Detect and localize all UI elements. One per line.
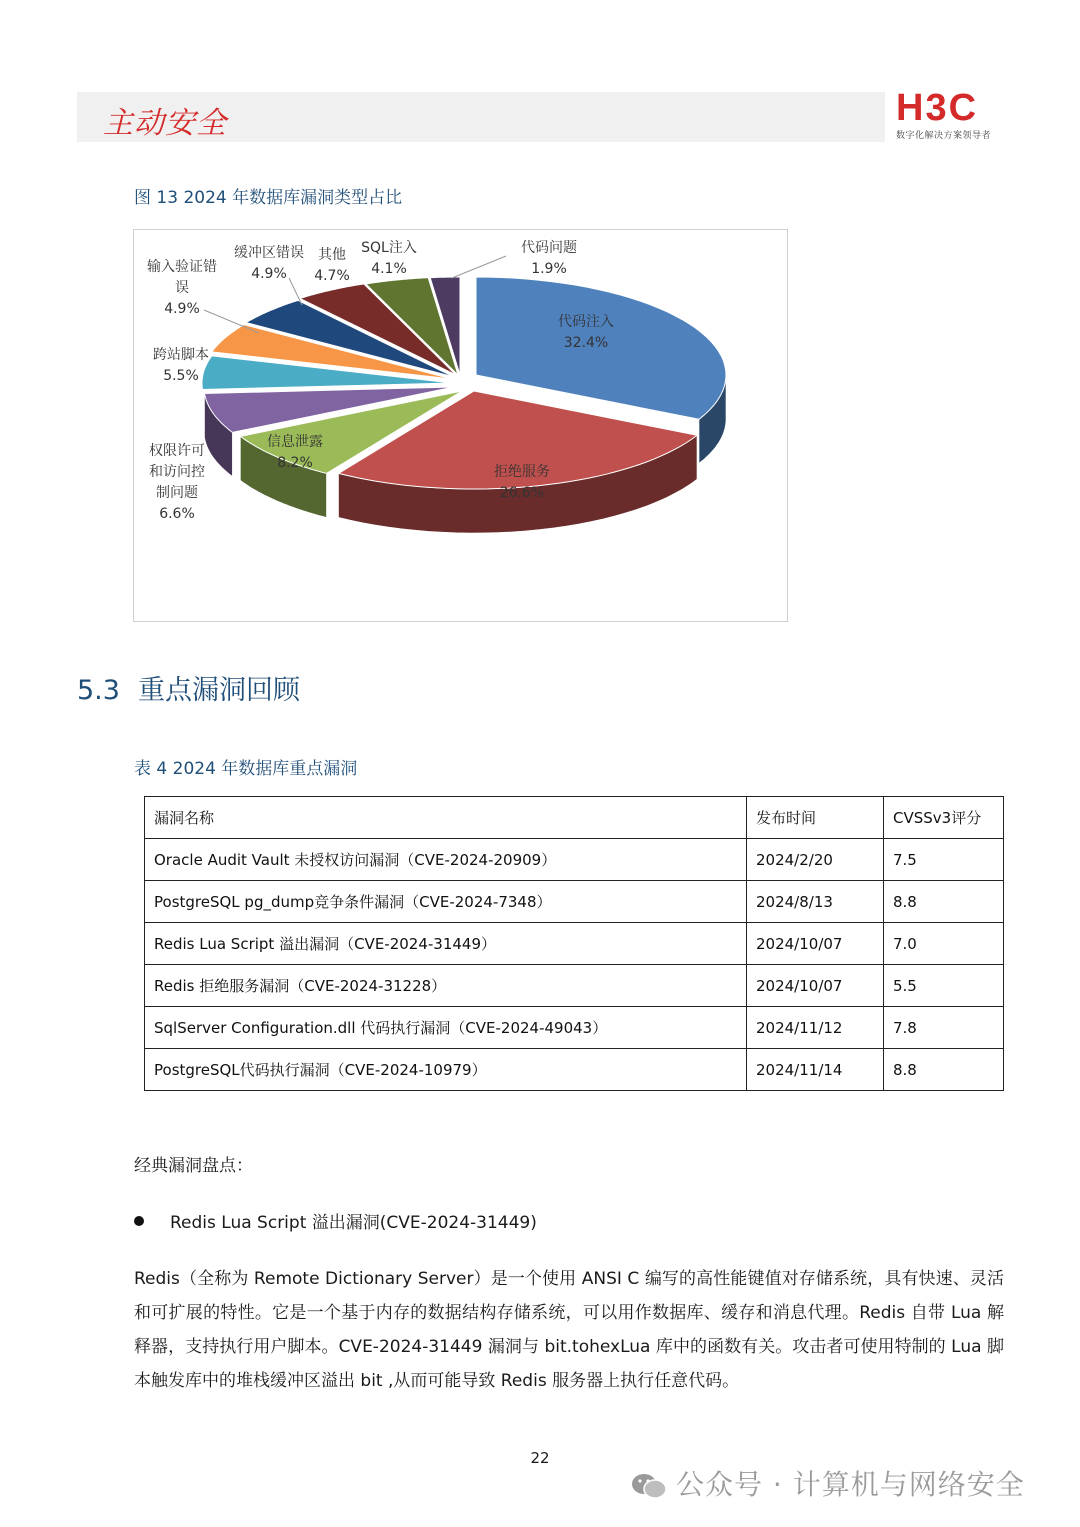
cell-score: 8.8 bbox=[884, 1049, 1004, 1091]
slice-name-label: 信息泄露 bbox=[267, 434, 323, 450]
pie-chart-frame bbox=[133, 229, 788, 622]
slice-name-label: 和访问控 bbox=[149, 464, 205, 480]
figure-caption: 图 13 2024 年数据库漏洞类型占比 bbox=[134, 188, 403, 208]
table-row bbox=[145, 965, 1004, 1007]
body-paragraph: Redis（全称为 Remote Dictionary Server）是一个使用 ANSI C 编写的高性能键值对存储系统，具有快速、灵活和可扩展的特性。它是一个基于内存的数据结构存储系统，可以用作数据库、缓存和消息代理。Redis 自带 Lua 解释器，支持执行用户脚本。CVE-2024-31449 漏洞与 bit.tohexLua 库中的函数有关。攻击者可使用特制的 Lua 脚本触发库中的堆栈缓冲区溢出 bit ,从而可能导致 Redis 服务器上执行任意代码。 bbox=[134, 1269, 1004, 1391]
slice-value-label: 4.9% bbox=[164, 301, 200, 317]
slice-name-label: 输入验证错 bbox=[147, 259, 217, 275]
watermark bbox=[630, 1463, 1025, 1503]
cell-name: SqlServer Configuration.dll 代码执行漏洞（CVE-2024-49043） bbox=[145, 1007, 747, 1049]
pie-chart bbox=[134, 230, 787, 621]
cell-score: 7.0 bbox=[884, 923, 1004, 965]
logo-tagline: 数字化解决方案领导者 bbox=[896, 131, 992, 141]
bullet-dot bbox=[134, 1216, 144, 1226]
cell-date: 2024/10/07 bbox=[747, 965, 884, 1007]
cell-score: 5.5 bbox=[884, 965, 1004, 1007]
slice-name-label: 误 bbox=[175, 280, 189, 296]
cell-date: 2024/10/07 bbox=[747, 923, 884, 965]
slice-value-label: 1.9% bbox=[531, 261, 567, 277]
cell-date: 2024/2/20 bbox=[747, 839, 884, 881]
header-score: CVSSv3评分 bbox=[884, 797, 1004, 839]
vulnerability-table bbox=[144, 796, 1004, 1091]
slice-value-label: 32.4% bbox=[563, 335, 609, 351]
cell-name: Redis Lua Script 溢出漏洞（CVE-2024-31449） bbox=[145, 923, 747, 965]
header-title: 主动安全 bbox=[103, 106, 227, 141]
section-number: 5.3 bbox=[77, 675, 120, 706]
intro-text: 经典漏洞盘点： bbox=[134, 1156, 253, 1176]
table-row bbox=[145, 1007, 1004, 1049]
table-caption: 表 4 2024 年数据库重点漏洞 bbox=[134, 759, 358, 779]
cell-date: 2024/11/12 bbox=[747, 1007, 884, 1049]
page-number: 22 bbox=[530, 1449, 550, 1467]
slice-name-label: 跨站脚本 bbox=[153, 347, 209, 363]
slice-value-label: 6.6% bbox=[159, 506, 195, 522]
slice-name-label: 其他 bbox=[318, 247, 346, 263]
slice-value-label: 4.9% bbox=[251, 266, 287, 282]
pie-side-4 bbox=[202, 383, 203, 434]
slice-name-label: 制问题 bbox=[156, 485, 198, 501]
cell-date: 2024/11/14 bbox=[747, 1049, 884, 1091]
bullet-item bbox=[134, 1208, 537, 1233]
wechat-icon bbox=[630, 1472, 668, 1500]
slice-name-label: 代码注入 bbox=[558, 314, 614, 330]
cell-name: PostgreSQL代码执行漏洞（CVE-2024-10979） bbox=[145, 1049, 747, 1091]
cell-name: Redis 拒绝服务漏洞（CVE-2024-31228） bbox=[145, 965, 747, 1007]
slice-value-label: 4.1% bbox=[371, 261, 407, 277]
header-name: 漏洞名称 bbox=[145, 797, 747, 839]
table-row bbox=[145, 881, 1004, 923]
section-title: 重点漏洞回顾 bbox=[137, 675, 300, 706]
cell-score: 7.5 bbox=[884, 839, 1004, 881]
slice-name-label: SQL注入 bbox=[361, 240, 417, 256]
table-header-row bbox=[145, 797, 1004, 839]
table-row bbox=[145, 923, 1004, 965]
cell-date: 2024/8/13 bbox=[747, 881, 884, 923]
slice-name-label: 缓冲区错误 bbox=[234, 245, 304, 261]
cell-score: 7.8 bbox=[884, 1007, 1004, 1049]
watermark-text: 公众号 · 计算机与网络安全 bbox=[676, 1468, 1025, 1501]
cell-score: 8.8 bbox=[884, 881, 1004, 923]
slice-value-label: 5.5% bbox=[163, 368, 199, 384]
slice-value-label: 8.2% bbox=[277, 455, 313, 471]
slice-name-label: 拒绝服务 bbox=[494, 464, 550, 480]
section-heading bbox=[77, 668, 300, 707]
table-row bbox=[145, 1049, 1004, 1091]
leader-line-9 bbox=[452, 256, 506, 278]
h3c-logo bbox=[896, 87, 1006, 141]
slice-name-label: 代码问题 bbox=[521, 240, 577, 256]
cell-name: Oracle Audit Vault 未授权访问漏洞（CVE-2024-20909） bbox=[145, 839, 747, 881]
logo-mark: H3C bbox=[896, 87, 979, 129]
header-date: 发布时间 bbox=[747, 797, 884, 839]
bullet-text: Redis Lua Script 溢出漏洞(CVE-2024-31449) bbox=[170, 1213, 537, 1233]
slice-name-label: 权限许可 bbox=[149, 443, 205, 459]
slice-value-label: 26.6% bbox=[499, 485, 545, 501]
table-row bbox=[145, 839, 1004, 881]
slice-value-label: 4.7% bbox=[314, 268, 350, 284]
cell-name: PostgreSQL pg_dump竞争条件漏洞（CVE-2024-7348） bbox=[145, 881, 747, 923]
